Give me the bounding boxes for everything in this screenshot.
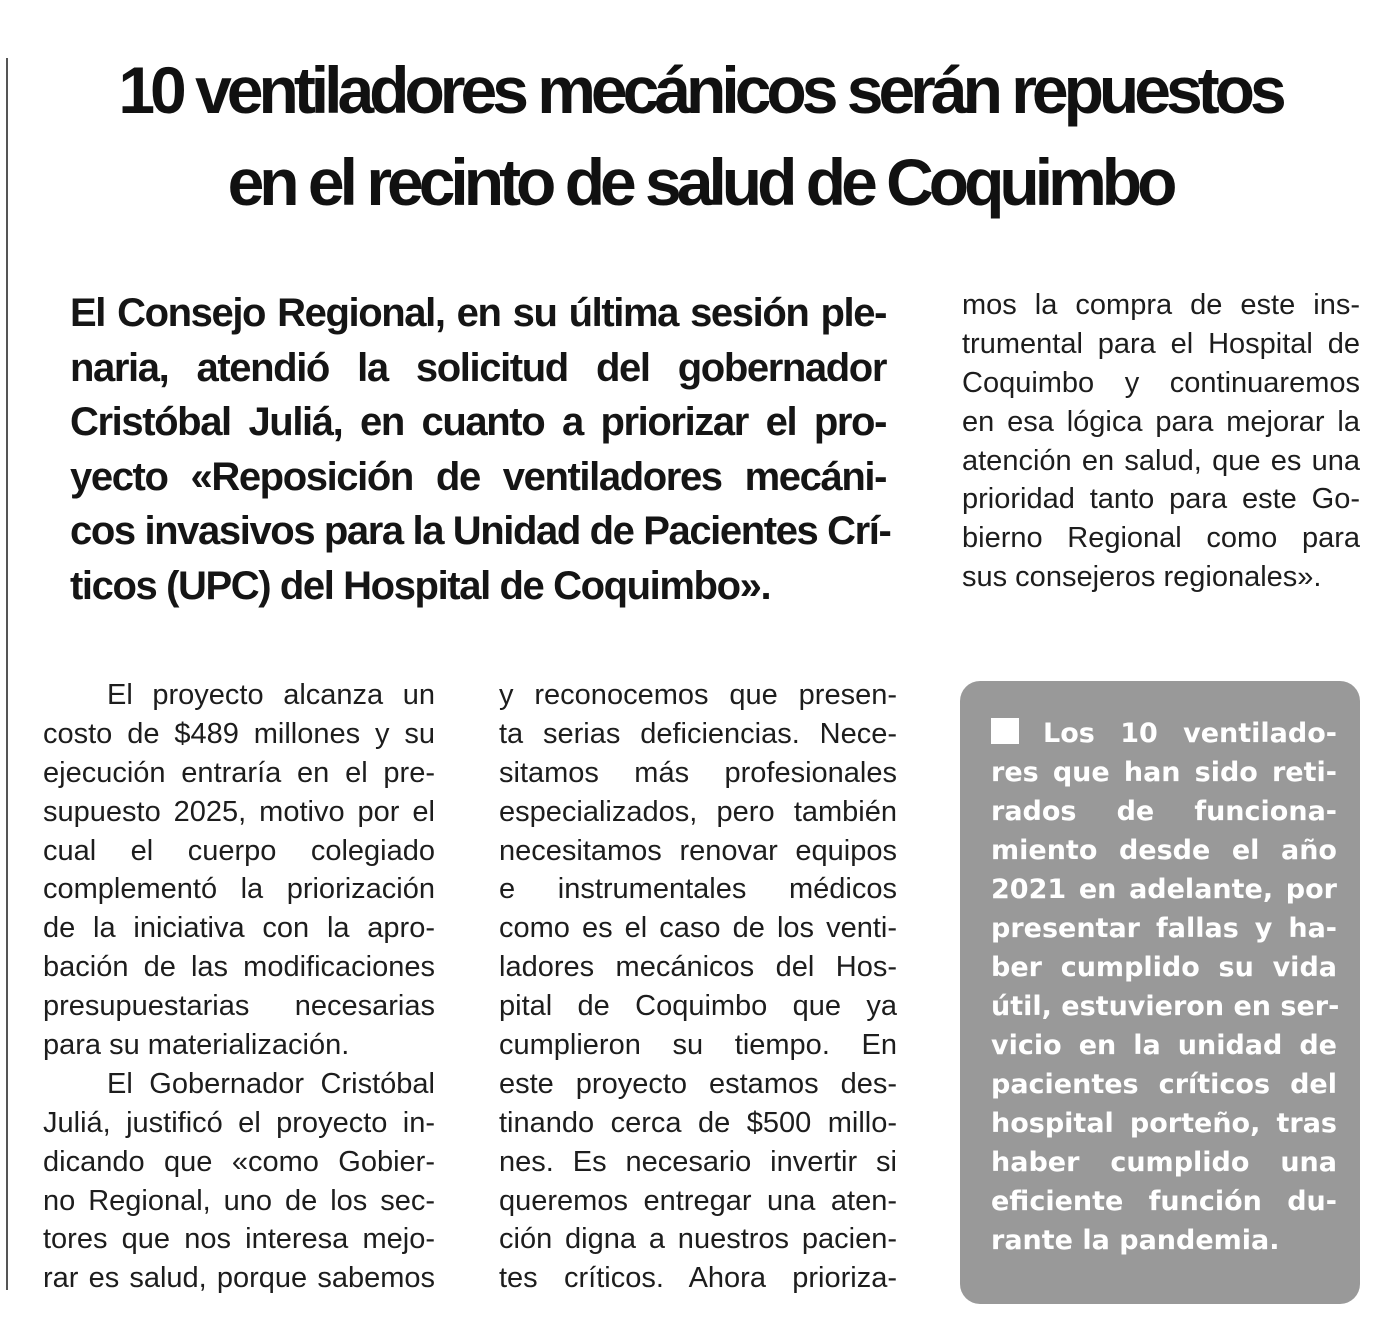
callout-line: hospital porteño, tras [991, 1108, 1337, 1139]
body-line: rar es salud, porque sabemos [43, 1262, 435, 1295]
body-line: atención en salud, que es una [962, 444, 1360, 477]
callout-line: útil, estuvieron en ser- [991, 991, 1340, 1022]
body-line: nes. Es necesario invertir si [499, 1145, 897, 1178]
body-line: bierno Regional como para [962, 522, 1360, 555]
callout-line: eficiente función du- [991, 1186, 1337, 1217]
lead-line: ticos (UPC) del Hospital de Coquimbo». [70, 563, 771, 608]
article-lead [70, 286, 891, 613]
body-line: presupuestarias necesarias [43, 990, 435, 1023]
body-column-1 [43, 676, 435, 1298]
article-headline [40, 44, 1360, 228]
callout-line: miento desde el año [991, 835, 1337, 866]
body-column-3 [962, 286, 1360, 597]
body-line: El Gobernador Cristóbal [107, 1067, 435, 1100]
column-rule [6, 58, 8, 1290]
callout-line: haber cumplido una [991, 1147, 1337, 1178]
body-line: Coquimbo y continuaremos [962, 366, 1360, 399]
body-line: necesitamos renovar equipos [499, 834, 897, 867]
body-line: trumental para el Hospital de [962, 327, 1360, 360]
body-line: tores que nos interesa mejo- [43, 1223, 435, 1256]
callout-line: presentar fallas y ha- [991, 913, 1337, 944]
callout-line: pacientes críticos del [991, 1069, 1337, 1100]
body-line: ción digna a nuestros pacien- [499, 1223, 897, 1256]
body-line: El proyecto alcanza un [107, 679, 435, 711]
body-line: cumplieron su tiempo. En [499, 1029, 897, 1062]
body-line: mos la compra de este ins- [962, 289, 1360, 321]
body-line: como es el caso de los venti- [499, 912, 897, 945]
headline-line: en el recinto de salud de Coquimbo [227, 145, 1173, 219]
body-column-2 [499, 676, 897, 1298]
body-line: e instrumentales médicos [499, 873, 897, 906]
callout-line: Los 10 ventilado- [1043, 718, 1337, 749]
body-line: tes críticos. Ahora prioriza- [499, 1262, 897, 1295]
body-line: para su materialización. [43, 1029, 350, 1062]
body-line: ta serias deficiencias. Nece- [499, 717, 897, 750]
body-line: y reconocemos que presen- [499, 679, 897, 711]
body-line: bación de las modificaciones [43, 951, 435, 984]
callout-first-line [991, 714, 1337, 753]
body-line: sus consejeros regionales». [962, 561, 1322, 594]
lead-line: Cristóbal Juliá, en cuanto a priorizar el pro- [70, 400, 886, 444]
body-line: Juliá, justificó el proyecto in- [43, 1106, 435, 1139]
callout-line: vicio en la unidad de [991, 1030, 1337, 1061]
body-line: cual el cuerpo colegiado [43, 834, 435, 867]
body-line: ladores mecánicos del Hos- [499, 951, 897, 984]
body-line: dicando que «como Gobier- [43, 1145, 435, 1178]
body-line: no Regional, uno de los sec- [43, 1184, 435, 1217]
headline-line: 10 ventiladores mecánicos serán repuestos [118, 53, 1282, 127]
lead-line: yecto «Reposición de ventiladores mecáni- [70, 454, 886, 499]
body-line: sitamos más profesionales [499, 756, 897, 789]
lead-line: naria, atendió la solicitud del gobernador [70, 345, 886, 390]
callout-line: ber cumplido su vida [991, 952, 1337, 983]
lead-line: cos invasivos para la Unidad de Pacientes Crí- [70, 509, 891, 553]
callout-line: res que han sido reti- [991, 757, 1337, 788]
body-line: tinando cerca de $500 millo- [499, 1106, 897, 1139]
body-line: en esa lógica para mejorar la [962, 405, 1360, 438]
body-line: este proyecto estamos des- [499, 1067, 897, 1100]
body-line: pital de Coquimbo que ya [499, 990, 897, 1023]
body-line: ejecución entraría en el pre- [43, 756, 435, 789]
callout-line: rante la pandemia. [991, 1225, 1280, 1256]
callout-text [991, 714, 1340, 1260]
square-bullet-icon [991, 718, 1019, 744]
body-line: de la iniciativa con la apro- [43, 912, 435, 945]
lead-line: El Consejo Regional, en su última sesión ple- [70, 291, 886, 335]
callout-line: 2021 en adelante, por [991, 874, 1337, 905]
highlight-callout [960, 681, 1360, 1304]
body-line: queremos entregar una aten- [499, 1184, 897, 1217]
body-line: especializados, pero también [499, 795, 897, 828]
callout-line: rados de funciona- [991, 796, 1337, 827]
body-line: supuesto 2025, motivo por el [43, 795, 435, 828]
body-line: costo de $489 millones y su [43, 717, 435, 750]
body-line: prioridad tanto para este Go- [962, 483, 1360, 516]
body-line: complementó la priorización [43, 873, 435, 906]
